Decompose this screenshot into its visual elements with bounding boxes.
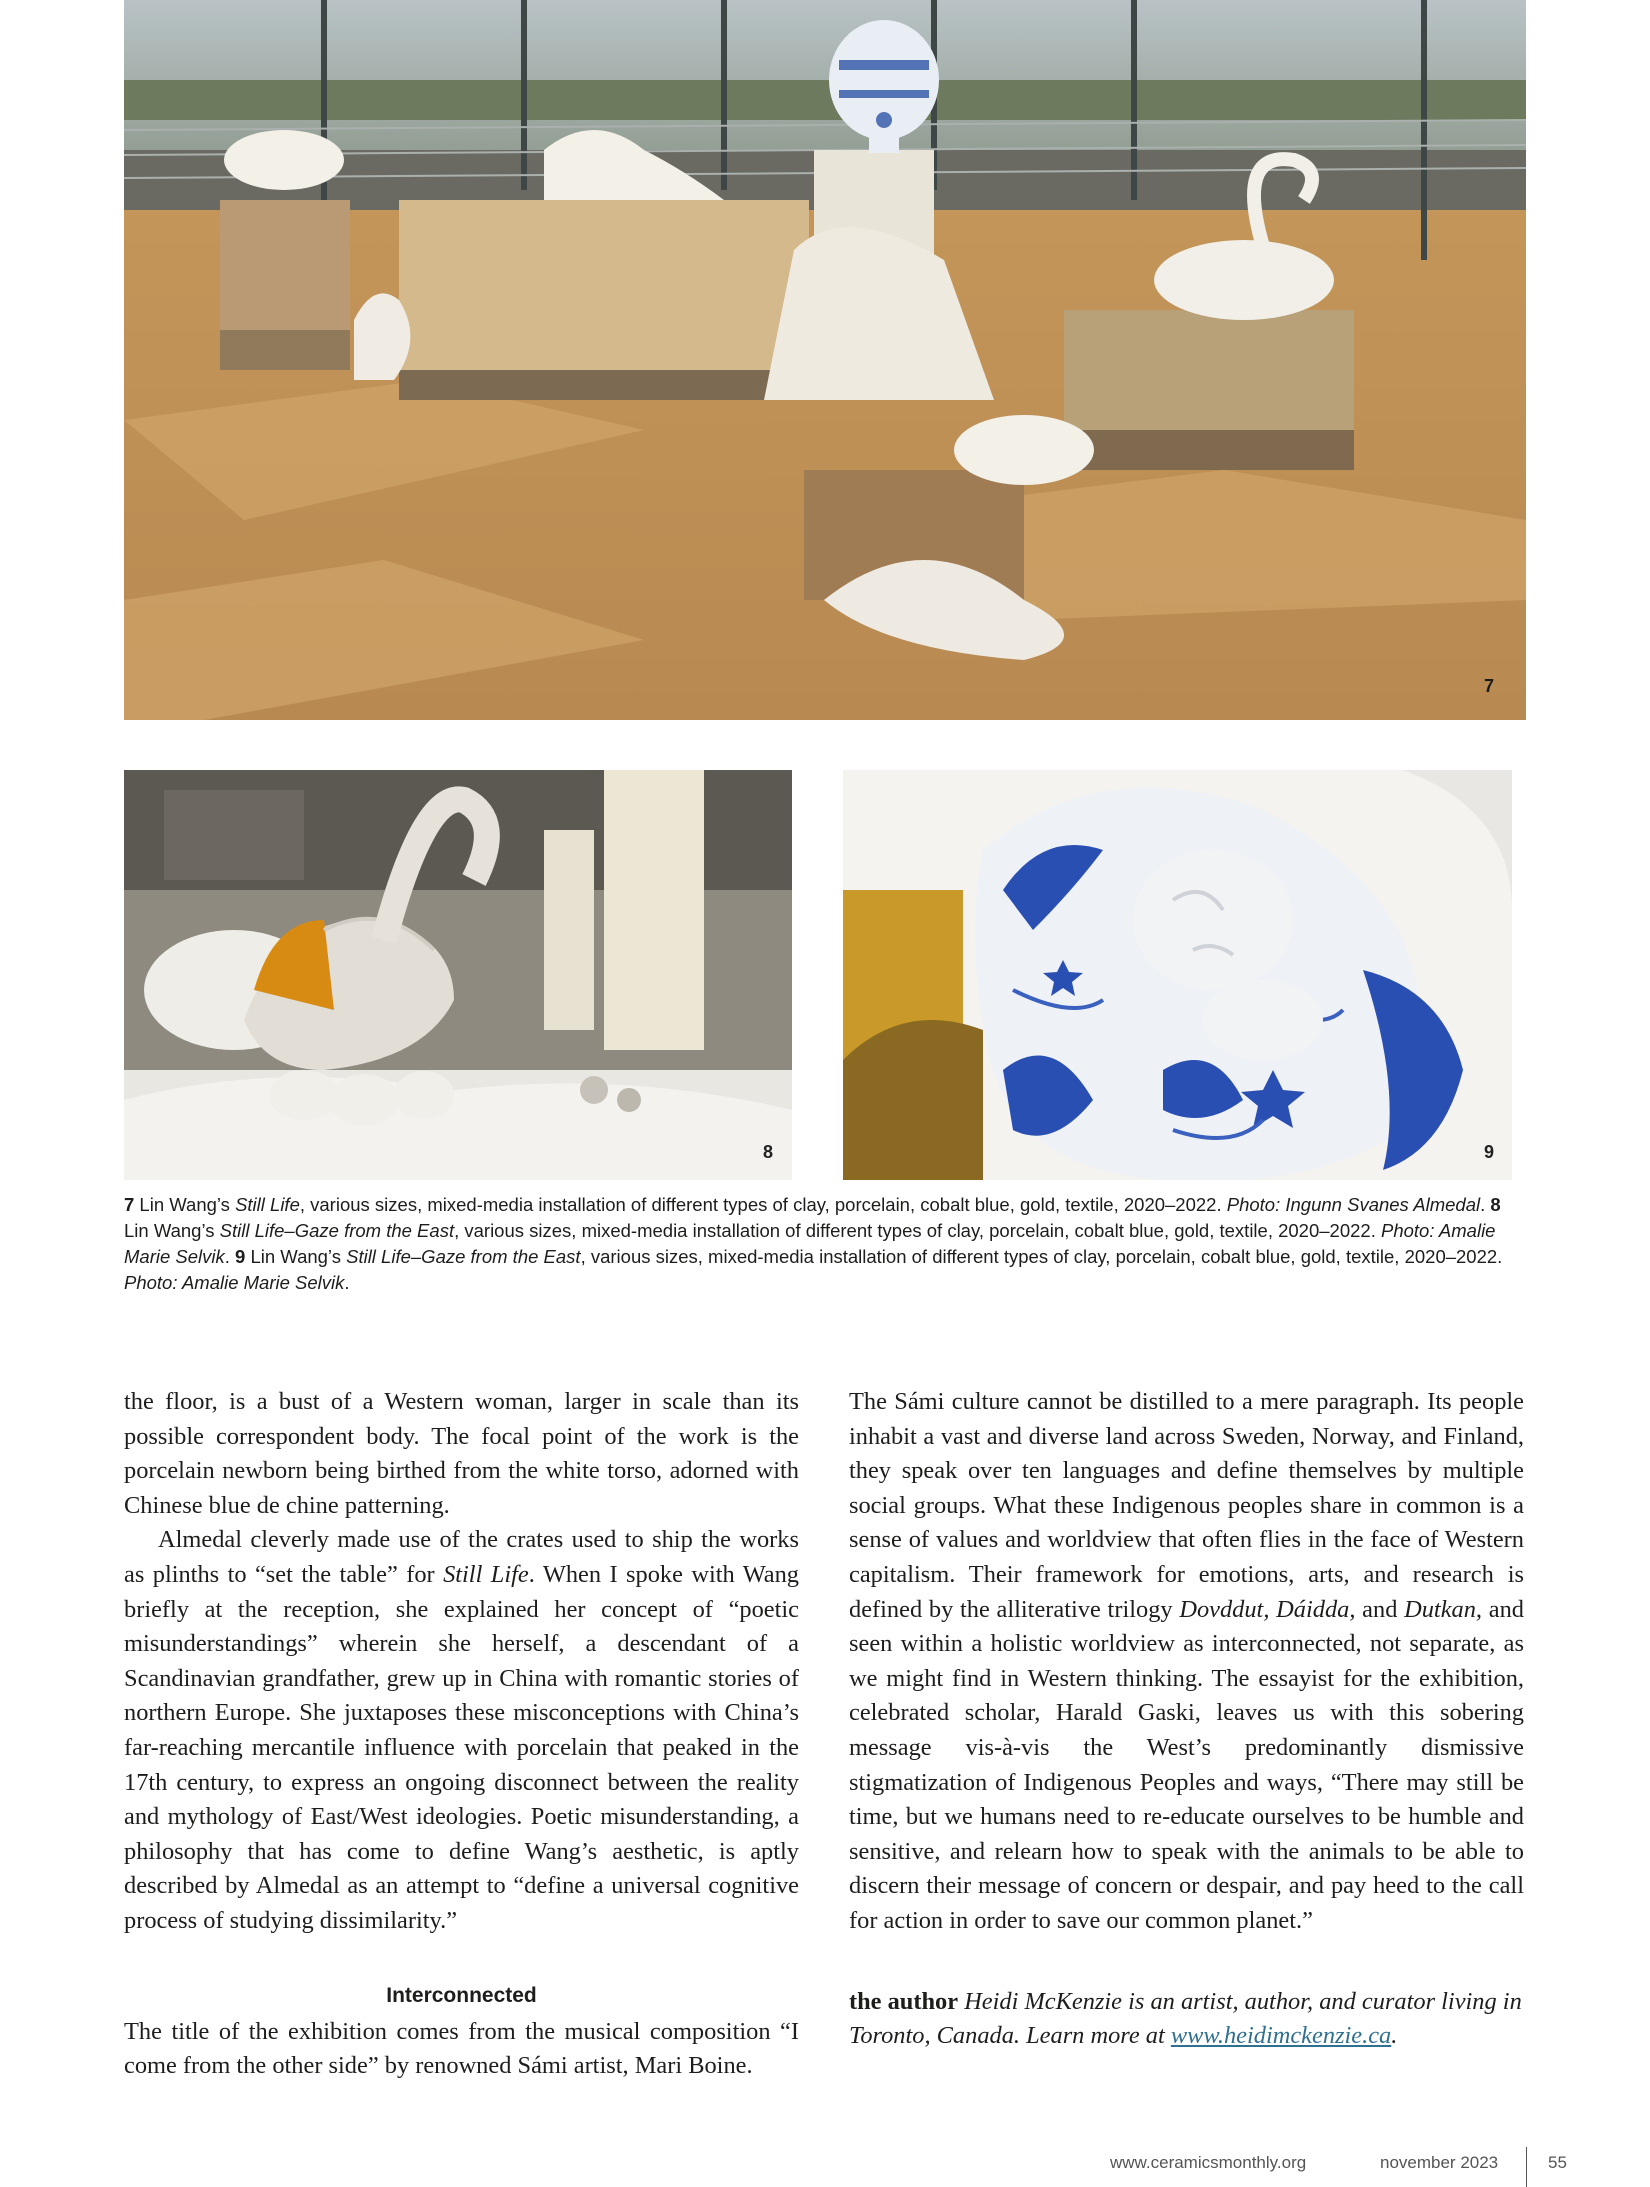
left-paragraph-1: the floor, is a bust of a Western woman, larger in scale than its possible correspondent body. The focal point of the work is the porcelain newborn being birthed from the white torso, adorned with Chinese blue de chine patterning. [124, 1388, 799, 1519]
figure-9-photo [843, 770, 1512, 1180]
article-left-column [124, 1385, 799, 2084]
figure-9-number: 9 [1484, 1142, 1495, 1162]
footer-website: www.ceramicsmonthly.org [1110, 2153, 1307, 2172]
caption-8-title: Still Life–Gaze from the East [219, 1220, 455, 1241]
figure-7-photo [124, 0, 1526, 720]
author-tag: the author [849, 1987, 959, 2015]
right-paragraph-1-start: The Sámi culture cannot be distilled to a mere paragraph. Its people inhabit a vast and diverse land across Sweden, Norway, and Finland, they speak over ten languages and define themselves by multiple social groups. What these Indigenous peoples share in common is a sense of values and worldview that often flies in the face of Western capitalism. Their framework for emotions, arts, and research is defined by the alliterative trilogy [849, 1388, 1524, 1623]
caption-7-title: Still Life [235, 1194, 300, 1215]
author-bio-text: Heidi McKenzie is an artist, author, and curator living in Toronto, Canada. Learn more at [849, 1987, 1522, 2050]
caption-9-end: . [344, 1272, 350, 1293]
trilogy-and: and [1355, 1595, 1405, 1623]
caption-7-end: . [1480, 1194, 1491, 1215]
figure-8-number: 8 [763, 1142, 774, 1162]
caption-9-title: Still Life–Gaze from the East [346, 1246, 581, 1267]
author-bio-end: . [1391, 2022, 1398, 2050]
trilogy-terms-1: Dovddut, Dáidda, [1179, 1595, 1356, 1623]
caption-7-text: Lin Wang’s [134, 1194, 236, 1215]
figure-caption [124, 1192, 1524, 1296]
left-paragraph-2-rest: . When I spoke with Wang briefly at the reception, she explained her concept of “poetic misunderstandings” wherein she herself, a descendant of a Scandinavian grandfather, grew up in China with romantic stories of northern Europe. She juxtaposes these misconceptions with China’s far-reaching mercantile influence with porcelain that peaked in the 17th century, to express an ongoing disconnect between the reality and mythology of East/West ideologies. Poetic misunderstanding, a philosophy that has come to define Wang’s aesthetic, is aptly described by Almedal as an attempt to “define a universal cognitive process of studying dissimilarity.” [124, 1560, 799, 1934]
section-subhead: Interconnected [386, 1983, 537, 2007]
trilogy-terms-2: Dutkan, [1404, 1595, 1483, 1623]
caption-7-details: , various sizes, mixed-media installation of different types of clay, porcelain, cobalt blue, gold, textile, 2020–2022. [299, 1194, 1227, 1215]
caption-8-photo-credit: Photo: Amalie Marie Selvik [124, 1220, 1496, 1267]
caption-8-details: , various sizes, mixed-media installation of different types of clay, porcelain, cobalt blue, gold, textile, 2020–2022. [454, 1220, 1381, 1241]
caption-8-end: . [224, 1246, 236, 1267]
caption-8-number: 8 [1490, 1194, 1501, 1215]
right-paragraph-1-rest: and seen within a holistic worldview as interconnected, not separate, as we might find in Western thinking. The essayist for the exhibition, celebrated scholar, Harald Gaski, leaves us with this sobering message vis-à-vis the West’s predominantly dismissive stigmatization of Indigenous Peoples and ways, “There may still be time, but we humans need to re-educate ourselves to be humble and sensitive, and relearn how to speak with the animals to be able to discern their message of concern or despair, and pay heed to the call for action in order to save our common planet.” [849, 1595, 1524, 1934]
caption-9-details: , various sizes, mixed-media installation of different types of clay, porcelain, cobalt blue, gold, textile, 2020–2022. [580, 1246, 1503, 1267]
article-right-column [849, 1385, 1524, 2054]
footer-issue: november 2023 [1380, 2153, 1499, 2172]
caption-7-photo-credit: Photo: Ingunn Svanes Almedal [1226, 1194, 1481, 1215]
right-paragraph-1 [849, 1385, 1524, 1939]
left-paragraph-3: The title of the exhibition comes from the musical composition “I come from the other side” by renowned Sámi artist, Mari Boine. [124, 2017, 799, 2080]
figure-7-number: 7 [1484, 676, 1495, 696]
author-bio [849, 1985, 1524, 2054]
left-paragraph-2-start: Almedal cleverly made use of the crates used to ship the works as plinths to “set the table” for [124, 1526, 799, 1588]
caption-9-number: 9 [235, 1246, 246, 1267]
author-website-link[interactable]: www.heidimckenzie.ca [1170, 2022, 1392, 2050]
footer-divider [1526, 2147, 1527, 2187]
figure-8-photo [124, 770, 792, 1180]
left-paragraph-2 [124, 1523, 799, 1938]
caption-8-text: Lin Wang’s [124, 1220, 220, 1241]
caption-9-photo-credit: Photo: Amalie Marie Selvik [124, 1272, 345, 1293]
page-number: 55 [1548, 2153, 1567, 2172]
caption-9-text: Lin Wang’s [245, 1246, 347, 1267]
caption-7-number: 7 [124, 1194, 135, 1215]
left-paragraph-2-title: Still Life [443, 1560, 529, 1588]
